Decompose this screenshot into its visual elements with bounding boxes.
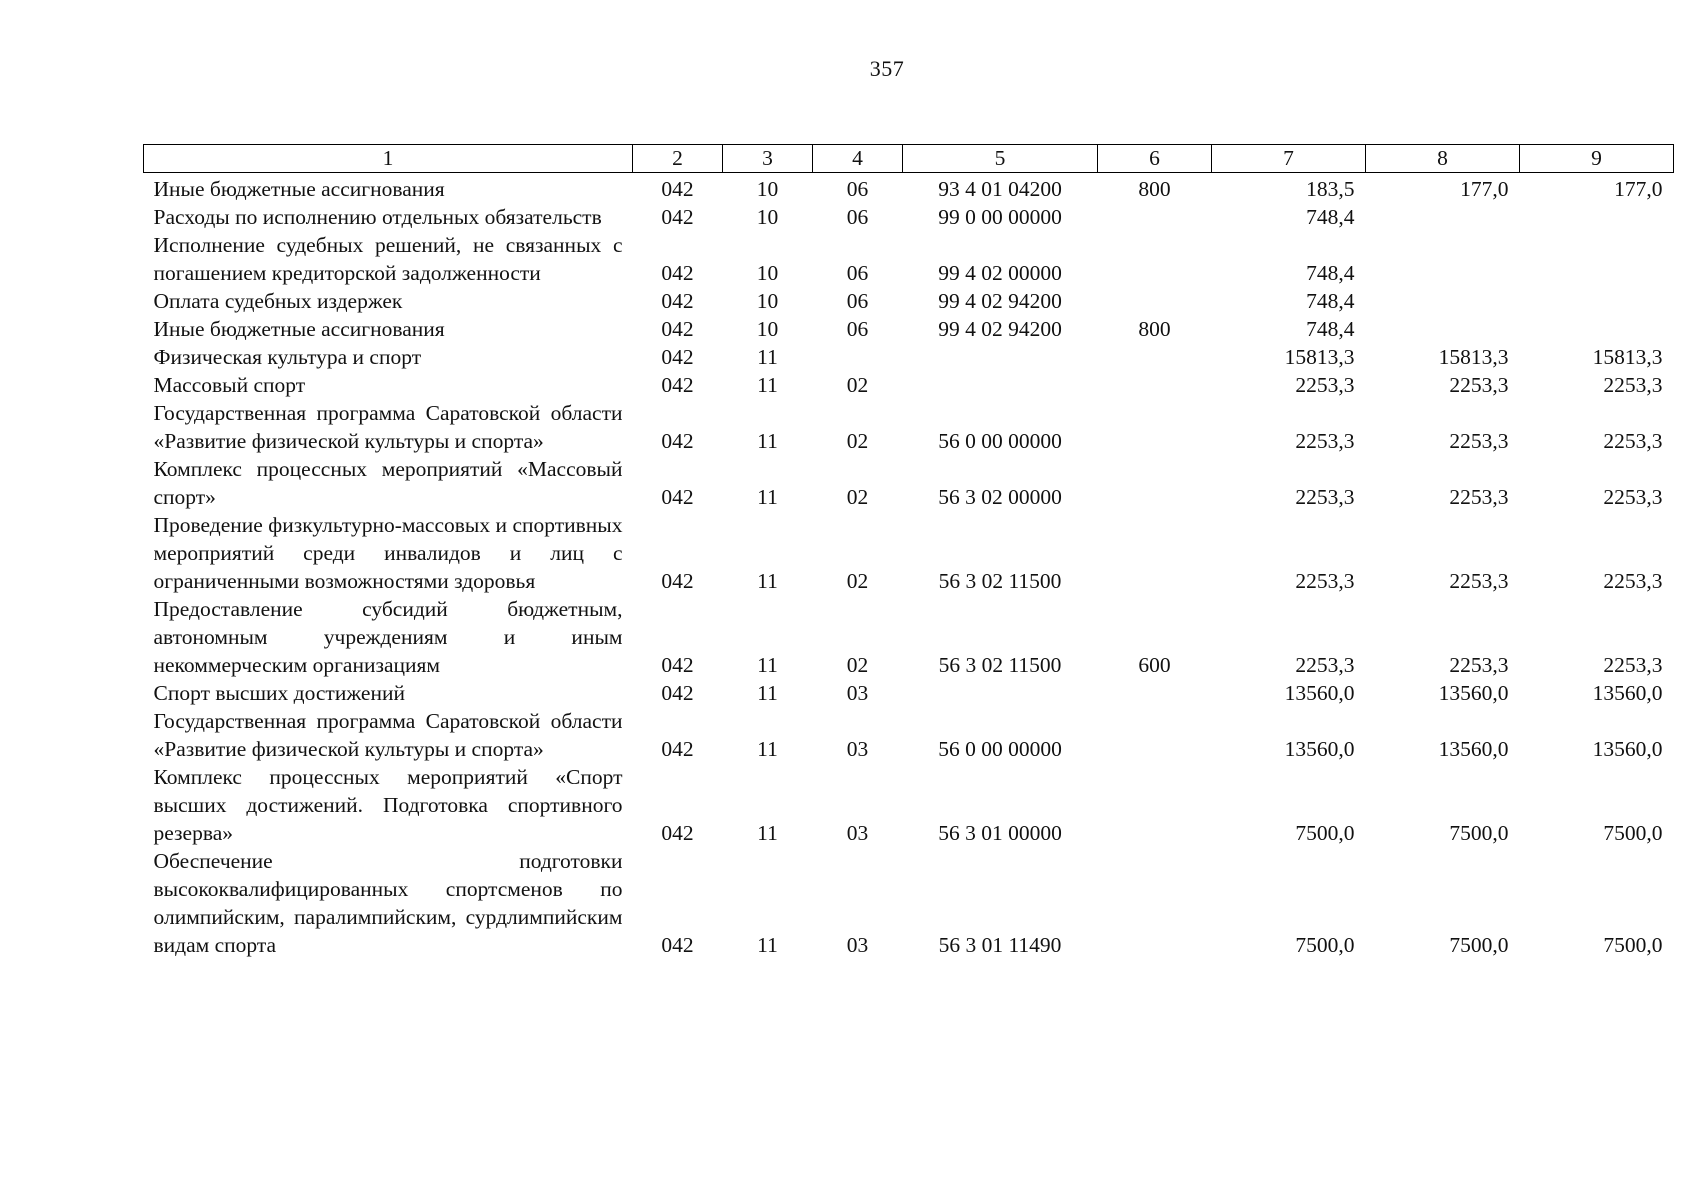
table-row bbox=[144, 511, 1674, 595]
expense-type-cell: 800 bbox=[1138, 177, 1171, 201]
section-code-cell: 10 bbox=[756, 317, 779, 341]
subsection-code-cell: 06 bbox=[846, 289, 869, 313]
target-code-cell: 99 4 02 00000 bbox=[938, 261, 1062, 285]
row-name-cell: Оплата судебных издержек bbox=[153, 289, 403, 313]
amount-col-8-cell: 2253,3 bbox=[1449, 373, 1509, 397]
amount-col-9-cell: 2253,3 bbox=[1603, 429, 1663, 453]
target-code-cell: 56 3 02 11500 bbox=[938, 569, 1062, 593]
amount-col-7-cell: 748,4 bbox=[1306, 205, 1355, 229]
amount-col-9-cell: 2253,3 bbox=[1603, 373, 1663, 397]
amount-col-9-cell bbox=[1520, 203, 1674, 231]
amount-col-8-cell: 7500,0 bbox=[1449, 821, 1509, 845]
amount-col-8-cell: 2253,3 bbox=[1449, 569, 1509, 593]
table-row bbox=[144, 315, 1674, 343]
subsection-code-cell: 03 bbox=[846, 681, 869, 705]
row-name-cell: Государственная программа Саратовской области «Развитие физической культуры и спорта» bbox=[153, 401, 623, 453]
section-code-cell: 11 bbox=[757, 569, 778, 593]
amount-col-9-cell: 13560,0 bbox=[1592, 681, 1663, 705]
header-col-1: 1 bbox=[144, 145, 633, 173]
subsection-code-cell: 06 bbox=[846, 261, 869, 285]
amount-col-9-cell: 177,0 bbox=[1614, 177, 1663, 201]
section-code-cell: 11 bbox=[757, 821, 778, 845]
amount-col-7-cell: 2253,3 bbox=[1295, 653, 1355, 677]
target-code-cell bbox=[903, 371, 1098, 399]
table-header bbox=[144, 145, 1674, 173]
target-code-cell: 99 4 02 94200 bbox=[938, 289, 1062, 313]
row-name-cell: Спорт высших достижений bbox=[153, 681, 405, 705]
subsection-code-cell: 06 bbox=[846, 177, 869, 201]
expense-type-cell bbox=[1098, 231, 1212, 287]
table-row bbox=[144, 679, 1674, 707]
row-name-cell: Физическая культура и спорт bbox=[153, 345, 422, 369]
section-code-cell: 11 bbox=[757, 933, 778, 957]
subsection-code-cell: 02 bbox=[846, 653, 869, 677]
section-code-cell: 10 bbox=[756, 205, 779, 229]
expense-type-cell bbox=[1098, 399, 1212, 455]
amount-col-9-cell bbox=[1520, 287, 1674, 315]
target-code-cell: 99 4 02 94200 bbox=[938, 317, 1062, 341]
row-name-cell: Государственная программа Саратовской области «Развитие физической культуры и спорта» bbox=[153, 709, 623, 761]
table-row bbox=[144, 343, 1674, 371]
amount-col-7-cell: 13560,0 bbox=[1284, 737, 1355, 761]
target-code-cell: 56 0 00 00000 bbox=[938, 737, 1062, 761]
row-name-cell: Исполнение судебных решений, не связанных с погашением кредиторской задолженности bbox=[153, 233, 623, 285]
amount-col-8-cell: 2253,3 bbox=[1449, 653, 1509, 677]
expense-type-cell bbox=[1098, 763, 1212, 847]
amount-col-8-cell: 13560,0 bbox=[1438, 681, 1509, 705]
section-code-cell: 11 bbox=[757, 429, 778, 453]
ministry-code-cell: 042 bbox=[661, 485, 694, 509]
header-col-3: 3 bbox=[723, 145, 813, 173]
ministry-code-cell: 042 bbox=[661, 569, 694, 593]
section-code-cell: 11 bbox=[757, 653, 778, 677]
header-col-2: 2 bbox=[633, 145, 723, 173]
amount-col-8-cell bbox=[1366, 287, 1520, 315]
table-row bbox=[144, 371, 1674, 399]
target-code-cell: 56 3 02 00000 bbox=[938, 485, 1062, 509]
section-code-cell: 10 bbox=[756, 261, 779, 285]
row-name-cell: Иные бюджетные ассигнования bbox=[153, 177, 445, 201]
expense-type-cell bbox=[1098, 371, 1212, 399]
amount-col-7-cell: 2253,3 bbox=[1295, 373, 1355, 397]
ministry-code-cell: 042 bbox=[661, 373, 694, 397]
expense-type-cell: 600 bbox=[1138, 653, 1171, 677]
ministry-code-cell: 042 bbox=[661, 261, 694, 285]
amount-col-7-cell: 2253,3 bbox=[1295, 485, 1355, 509]
target-code-cell bbox=[903, 343, 1098, 371]
ministry-code-cell: 042 bbox=[661, 345, 694, 369]
table-row bbox=[144, 287, 1674, 315]
budget-table-container bbox=[143, 144, 1673, 959]
amount-col-9-cell: 2253,3 bbox=[1603, 653, 1663, 677]
amount-col-9-cell bbox=[1520, 231, 1674, 287]
table-row bbox=[144, 399, 1674, 455]
row-name-cell: Проведение физкультурно-массовых и спортивных мероприятий среди инвалидов и лиц с ограниченными возможностями здоровья bbox=[153, 513, 623, 593]
row-name-cell: Предоставление субсидий бюджетным, автономным учреждениям и иным некоммерческим организациям bbox=[153, 597, 623, 677]
expense-type-cell bbox=[1098, 511, 1212, 595]
section-code-cell: 11 bbox=[757, 345, 778, 369]
expense-type-cell bbox=[1098, 679, 1212, 707]
amount-col-7-cell: 748,4 bbox=[1306, 289, 1355, 313]
table-row bbox=[144, 763, 1674, 847]
subsection-code-cell: 03 bbox=[846, 737, 869, 761]
amount-col-7-cell: 7500,0 bbox=[1295, 821, 1355, 845]
amount-col-9-cell: 7500,0 bbox=[1603, 821, 1663, 845]
amount-col-7-cell: 748,4 bbox=[1306, 317, 1355, 341]
amount-col-9-cell: 2253,3 bbox=[1603, 485, 1663, 509]
amount-col-8-cell: 2253,3 bbox=[1449, 429, 1509, 453]
subsection-code-cell: 03 bbox=[846, 933, 869, 957]
amount-col-8-cell: 15813,3 bbox=[1438, 345, 1509, 369]
section-code-cell: 11 bbox=[757, 485, 778, 509]
amount-col-8-cell: 13560,0 bbox=[1438, 737, 1509, 761]
section-code-cell: 11 bbox=[757, 373, 778, 397]
section-code-cell: 11 bbox=[757, 737, 778, 761]
subsection-code-cell: 02 bbox=[846, 485, 869, 509]
amount-col-9-cell: 15813,3 bbox=[1592, 345, 1663, 369]
amount-col-8-cell bbox=[1366, 315, 1520, 343]
ministry-code-cell: 042 bbox=[661, 821, 694, 845]
ministry-code-cell: 042 bbox=[661, 429, 694, 453]
expense-type-cell bbox=[1098, 455, 1212, 511]
expense-type-cell: 800 bbox=[1138, 317, 1171, 341]
row-name-cell: Обеспечение подготовки высококвалифицированных спортсменов по олимпийским, паралимпийским, сурдлимпийским видам спорта bbox=[153, 849, 623, 957]
amount-col-7-cell: 7500,0 bbox=[1295, 933, 1355, 957]
budget-table bbox=[143, 144, 1674, 959]
amount-col-9-cell: 2253,3 bbox=[1603, 569, 1663, 593]
expense-type-cell bbox=[1098, 343, 1212, 371]
amount-col-7-cell: 13560,0 bbox=[1284, 681, 1355, 705]
subsection-code-cell: 02 bbox=[846, 429, 869, 453]
table-row bbox=[144, 707, 1674, 763]
section-code-cell: 11 bbox=[757, 681, 778, 705]
page-number: 357 bbox=[869, 56, 905, 81]
table-body bbox=[144, 173, 1674, 960]
amount-col-9-cell bbox=[1520, 315, 1674, 343]
subsection-code-cell: 02 bbox=[846, 373, 869, 397]
ministry-code-cell: 042 bbox=[661, 289, 694, 313]
target-code-cell bbox=[903, 679, 1098, 707]
amount-col-8-cell bbox=[1366, 203, 1520, 231]
header-col-7: 7 bbox=[1212, 145, 1366, 173]
target-code-cell: 56 3 02 11500 bbox=[938, 653, 1062, 677]
amount-col-8-cell bbox=[1366, 231, 1520, 287]
section-code-cell: 10 bbox=[756, 289, 779, 313]
header-col-5: 5 bbox=[903, 145, 1098, 173]
subsection-code-cell: 03 bbox=[846, 821, 869, 845]
table-row bbox=[144, 455, 1674, 511]
amount-col-8-cell: 7500,0 bbox=[1449, 933, 1509, 957]
row-name-cell: Иные бюджетные ассигнования bbox=[153, 317, 445, 341]
target-code-cell: 56 3 01 00000 bbox=[938, 821, 1062, 845]
row-name-cell: Комплекс процессных мероприятий «Массовый спорт» bbox=[153, 457, 623, 509]
header-row bbox=[144, 145, 1674, 173]
expense-type-cell bbox=[1098, 847, 1212, 959]
ministry-code-cell: 042 bbox=[661, 205, 694, 229]
header-col-4: 4 bbox=[813, 145, 903, 173]
amount-col-8-cell: 177,0 bbox=[1460, 177, 1509, 201]
target-code-cell: 56 3 01 11490 bbox=[938, 933, 1062, 957]
ministry-code-cell: 042 bbox=[661, 653, 694, 677]
ministry-code-cell: 042 bbox=[661, 317, 694, 341]
amount-col-9-cell: 7500,0 bbox=[1603, 933, 1663, 957]
target-code-cell: 99 0 00 00000 bbox=[938, 205, 1062, 229]
row-name-cell: Массовый спорт bbox=[153, 373, 306, 397]
table-row bbox=[144, 231, 1674, 287]
amount-col-7-cell: 183,5 bbox=[1306, 177, 1355, 201]
expense-type-cell bbox=[1098, 287, 1212, 315]
ministry-code-cell: 042 bbox=[661, 933, 694, 957]
row-name-cell: Расходы по исполнению отдельных обязательств bbox=[153, 205, 602, 229]
table-row bbox=[144, 173, 1674, 204]
expense-type-cell bbox=[1098, 203, 1212, 231]
header-col-9: 9 bbox=[1520, 145, 1674, 173]
table-row bbox=[144, 203, 1674, 231]
expense-type-cell bbox=[1098, 707, 1212, 763]
amount-col-7-cell: 2253,3 bbox=[1295, 429, 1355, 453]
amount-col-9-cell: 13560,0 bbox=[1592, 737, 1663, 761]
header-col-8: 8 bbox=[1366, 145, 1520, 173]
table-row bbox=[144, 847, 1674, 959]
amount-col-7-cell: 15813,3 bbox=[1284, 345, 1355, 369]
subsection-code-cell: 06 bbox=[846, 205, 869, 229]
section-code-cell: 10 bbox=[756, 177, 779, 201]
ministry-code-cell: 042 bbox=[661, 681, 694, 705]
header-col-6: 6 bbox=[1098, 145, 1212, 173]
row-name-cell: Комплекс процессных мероприятий «Спорт высших достижений. Подготовка спортивного резерва» bbox=[153, 765, 623, 845]
ministry-code-cell: 042 bbox=[661, 737, 694, 761]
subsection-code-cell: 02 bbox=[846, 569, 869, 593]
amount-col-7-cell: 2253,3 bbox=[1295, 569, 1355, 593]
target-code-cell: 56 0 00 00000 bbox=[938, 429, 1062, 453]
subsection-code-cell bbox=[813, 343, 903, 371]
ministry-code-cell: 042 bbox=[661, 177, 694, 201]
subsection-code-cell: 06 bbox=[846, 317, 869, 341]
target-code-cell: 93 4 01 04200 bbox=[938, 177, 1062, 201]
table-row bbox=[144, 595, 1674, 679]
amount-col-7-cell: 748,4 bbox=[1306, 261, 1355, 285]
amount-col-8-cell: 2253,3 bbox=[1449, 485, 1509, 509]
